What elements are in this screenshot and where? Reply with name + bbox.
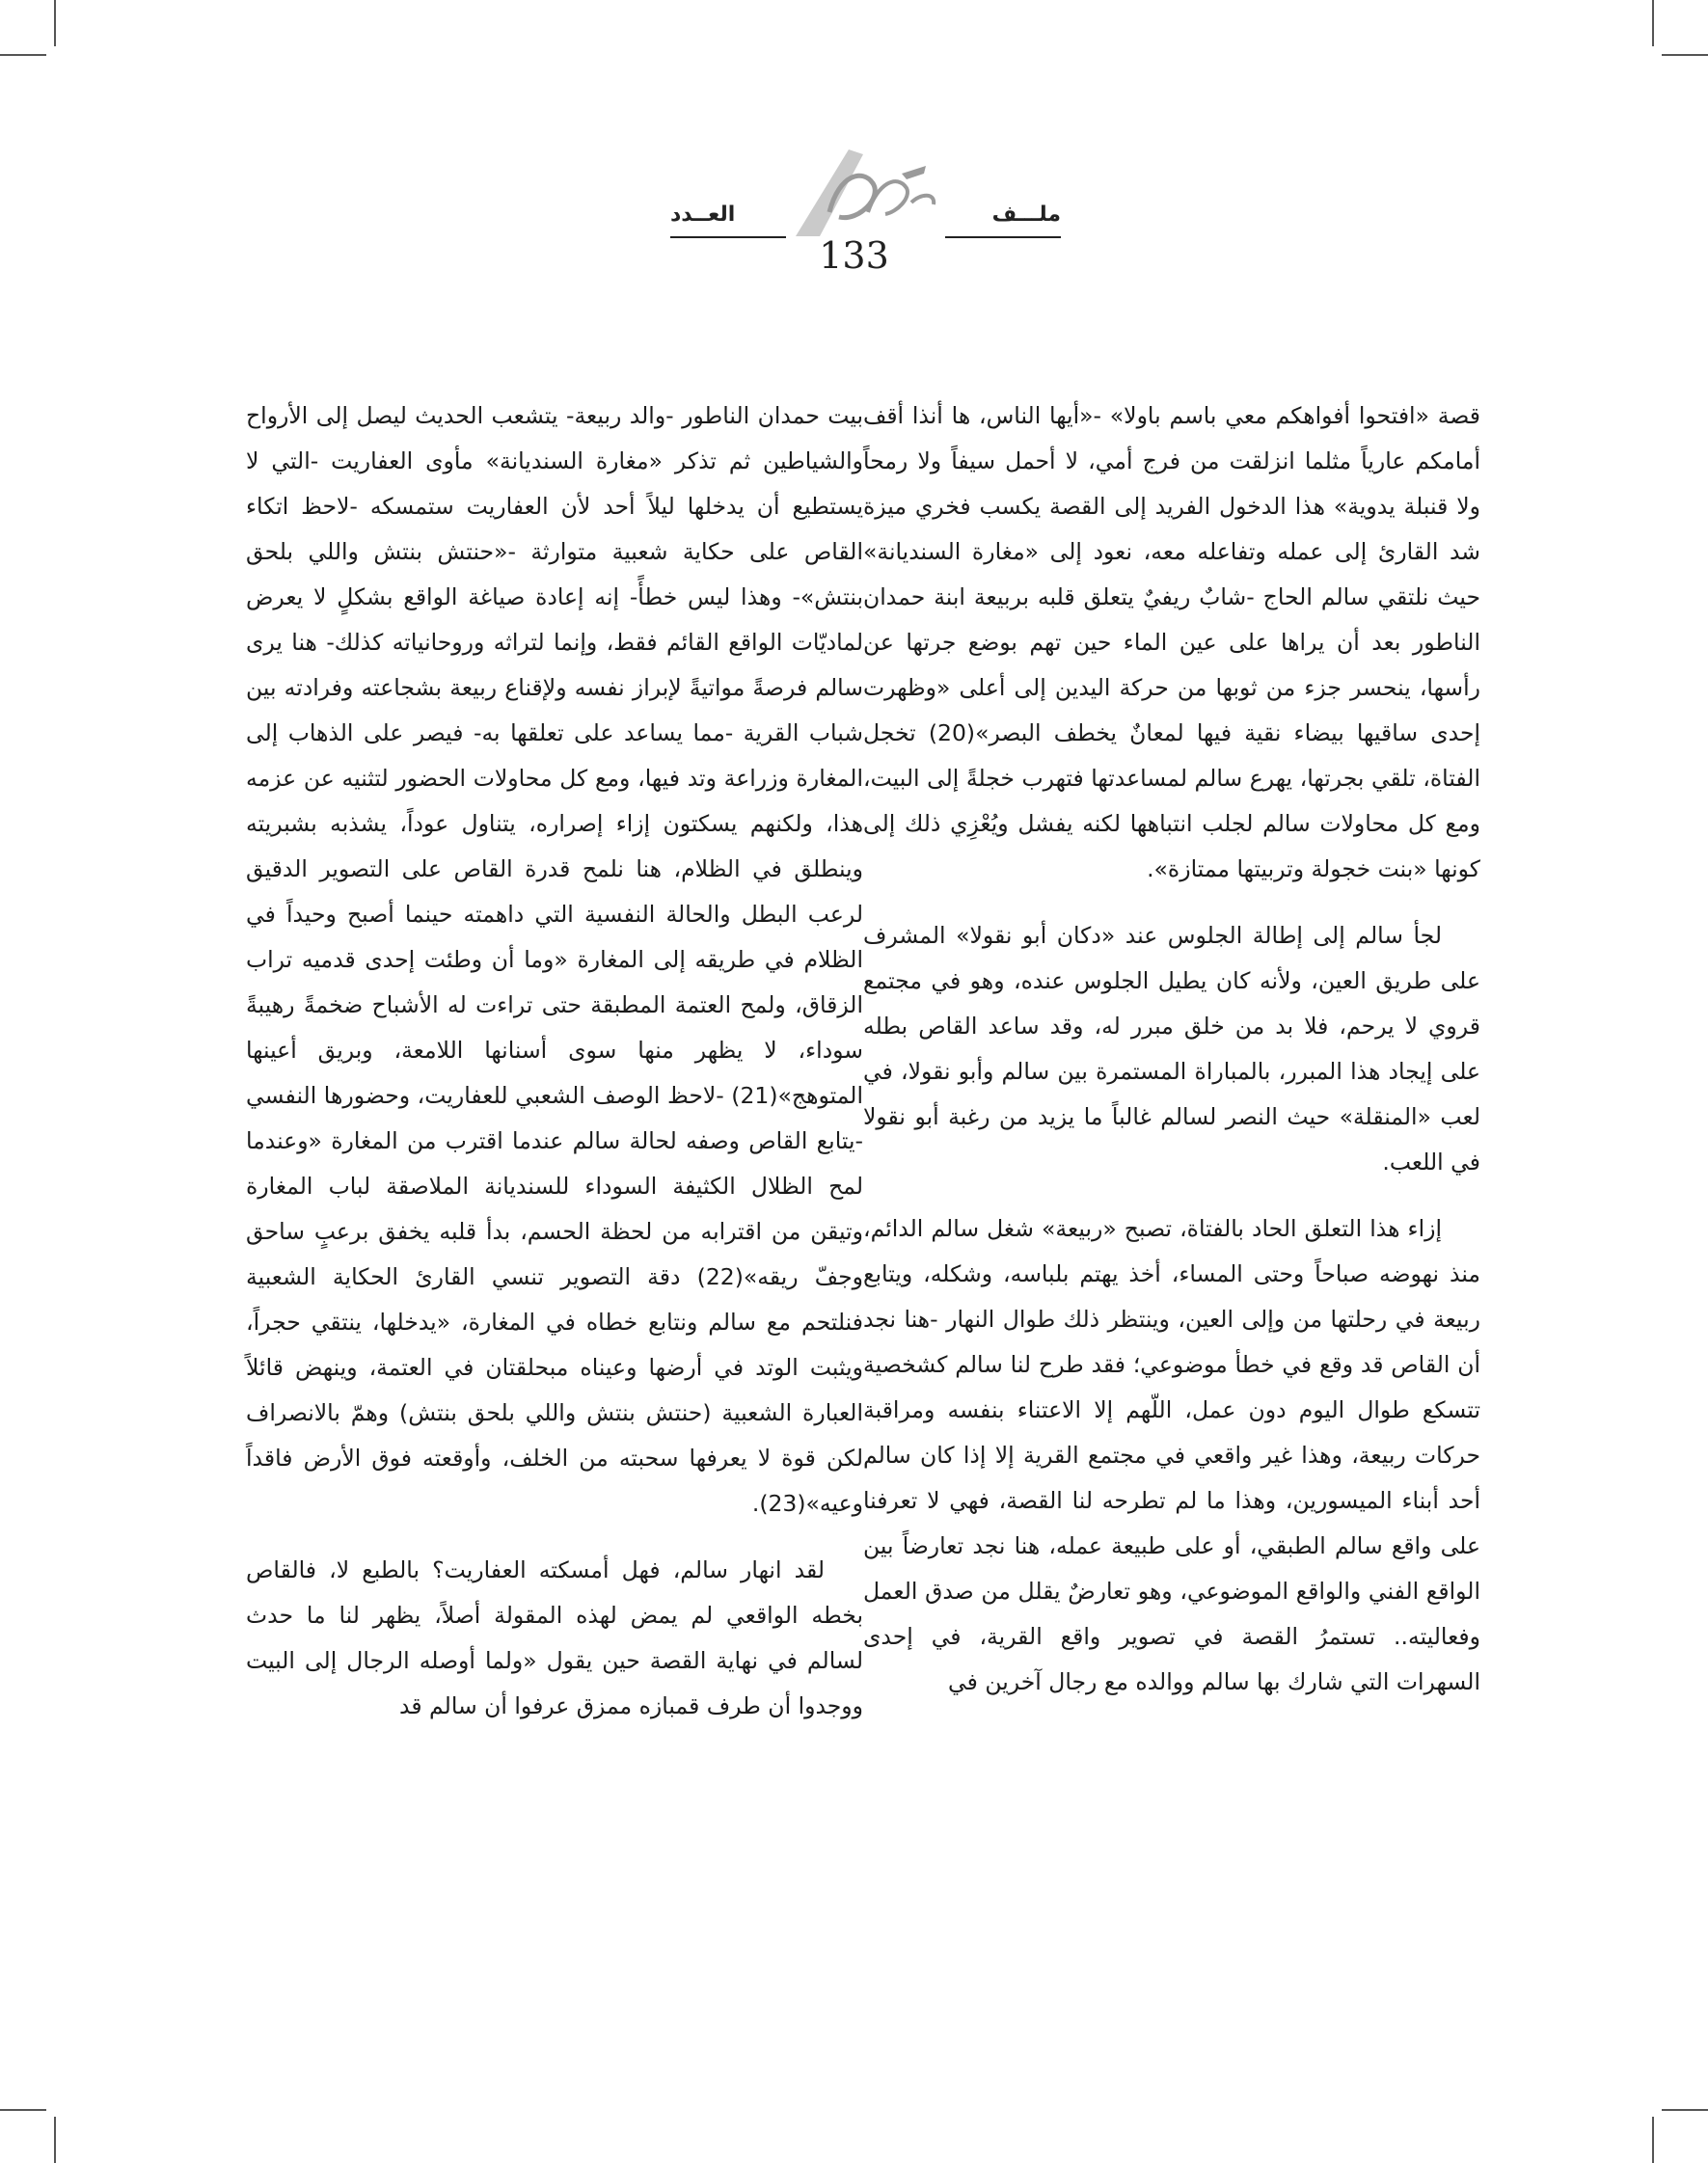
- crop-mark-bottom-left-h: [0, 2109, 46, 2111]
- paragraph: لجأ سالم إلى إطالة الجلوس عند «دكان أبو نقولا» المشرف على طريق العين، ولأنه كان يطيل الجلوس عنده، وهو في مجتمع قروي لا يرحم، فلا بد من خلق مبرر له، وقد ساعد القاص بطله على إيجاد هذا المبرر، بالمباراة المستمرة بين سالم وأبو نقولا، في لعب «المنقلة» حيث النصر لسالم غالباً ما يزيد من رغبة أبو نقولا في اللعب.: [863, 922, 1480, 1176]
- paragraph: بيت حمدان الناطور -والد ربيعة- يتشعب الحديث ليصل إلى الأرواح والشياطين ثم تذكر «مغارة السنديانة» مأوى العفاريت -التي لا يستطيع أن يدخلها ليلاً أحد لأن العفاريت ستمسكه -لاحظ اتكاء القاص على حكاية شعبية متوارثة -«حنتش بنتش واللي بلحق بنتش»- وهذا ليس خطأً- إنه إعادة صياغة الواقع بشكلٍ لا يعرض لماديّات الواقع القائم فقط، وإنما لتراثه وروحانياته كذلك- هنا يرى سالم فرصةً مواتيةً لإبراز نفسه ولإقناع ربيعة بشجاعته وفرادته بين شباب القرية -مما يساعد على تعلقها به- فيصر على الذهاب إلى المغارة وزراعة وتد فيها، ومع كل محاولات الحضور لتثنيه عن عزمه هذا، ولكنهم يسكتون إزاء إصراره، يتناول عوداً، يشذبه بشبريته وينطلق في الظلام، هنا نلمح قدرة القاص على التصوير الدقيق لرعب البطل والحالة النفسية التي داهمته حينما أصبح وحيداً في الظلام في طريقه إلى المغارة «وما أن وطئت إحدى قدميه تراب الزقاق، ولمح العتمة المطبقة حتى تراءت له الأشباح ضخمةً رهيبةً سوداء، لا يظهر منها سوى أسنانها اللامعة، وبريق أعينها المتوهج»(21) -لاحظ الوصف الشعبي للعفاريت، وحضورها النفسي -يتابع القاص وصفه لحالة سالم عندما اقترب من المغارة «وعندما لمح الظلال الكثيفة السوداء للسنديانة الملاصقة لباب المغارة وتيقن من اقترابه من لحظة الحسم، بدأ قلبه يخفق برعبٍ ساحق وجفّ ريقه»(22) دقة التصوير تنسي القارئ الحكاية الشعبية فنلتحم مع سالم ونتابع خطاه في المغارة، «يدخلها، ينتقي حجراً، ويثبت الوتد في أرضها وعيناه مبحلقتان في العتمة، وينهض قائلاً العبارة الشعبية (حنتش بنتش واللي بلحق بنتش) وهمّ بالانصراف لكن قوة لا يعرفها سحبته من الخلف، وأوقعته فوق الأرض فاقداً وعيه»(23).: [246, 402, 864, 1517]
- text-column-left: [246, 393, 863, 1750]
- crop-mark-top-right-h: [1662, 54, 1708, 56]
- text-column-right: [863, 393, 1480, 1726]
- header-section-word: ملـــف: [991, 203, 1061, 227]
- crop-mark-bottom-right-h: [1662, 2109, 1708, 2111]
- paragraph: لقد انهار سالم، فهل أمسكته العفاريت؟ بالطبع لا، فالقاص بخطه الواقعي لم يمض لهذه المقولة أصلاً، يظهر لنا ما حدث لسالم في نهاية القصة حين يقول «ولما أوصله الرجال إلى البيت ووجدوا أن طرف قمبازه ممزق عرفوا أن سالم قد: [246, 1556, 863, 1719]
- page-number: 133: [819, 234, 889, 277]
- crop-mark-top-right: [1652, 0, 1654, 46]
- crop-mark-top-left-h: [0, 54, 46, 56]
- header-issue-word: العــدد: [670, 203, 736, 227]
- paragraph: قصة «افتحوا أفواهكم معي باسم باولا» -«أيها الناس، ها أنذا أقف أمامكم عارياً مثلما انزلقت من فرج أمي، لا أحمل سيفاً ولا رمحاً ولا قنبلة يدوية» هذا الدخول الفريد إلى القصة يكسب فخري ميزة شد القارئ إلى عمله وتفاعله معه، نعود إلى «مغارة السنديانة» حيث نلتقي سالم الحاج -شابٌ ريفيٌ يتعلق قلبه بربيعة ابنة حمدان الناطور بعد أن يراها على عين الماء حين تهم بوضع جرتها عن رأسها، ينحسر جزء من ثوبها من حركة اليدين إلى أعلى «وظهرت إحدى ساقيها بيضاء نقية فيها لمعانٌ يخطف البصر»(20) تخجل الفتاة، تلقي بجرتها، يهرع سالم لمساعدتها فتهرب خجلةً إلى البيت، ومع كل محاولات سالم لجلب انتباهها لكنه يفشل ويُعْزِي ذلك إلى كونها «بنت خجولة وتربيتها ممتازة».: [863, 402, 1480, 882]
- crop-mark-bottom-left: [54, 2117, 56, 2163]
- paragraph: إزاء هذا التعلق الحاد بالفتاة، تصبح «ربيعة» شغل سالم الدائم، منذ نهوضه صباحاً وحتى المساء، أخذ يهتم بلباسه، وشكله، ويتابع ربيعة في رحلتها من وإلى العين، وينتظر ذلك طوال النهار -هنا نجد أن القاص قد وقع في خطأ موضوعي؛ فقد طرح لنا سالم كشخصية تتسكع طوال اليوم دون عمل، اللّهم إلا الاعتناء بنفسه ومراقبة حركات ربيعة، وهذا غير واقعي في مجتمع القرية إلا إذا كان سالم أحد أبناء الميسورين، وهذا ما لم تطرحه لنا القصة، فهي لا تعرفنا على واقع سالم الطبقي، أو على طبيعة عمله، هنا نجد تعارضاً بين الواقع الفني والواقع الموضوعي، وهو تعارضٌ يقلل من صدق العمل وفعاليته.. تستمرُ القصة في تصوير واقع القرية، في إحدى السهرات التي شارك بها سالم ووالده مع رجال آخرين في: [863, 1215, 1480, 1695]
- crop-mark-bottom-right: [1652, 2117, 1654, 2163]
- crop-mark-top-left: [54, 0, 56, 46]
